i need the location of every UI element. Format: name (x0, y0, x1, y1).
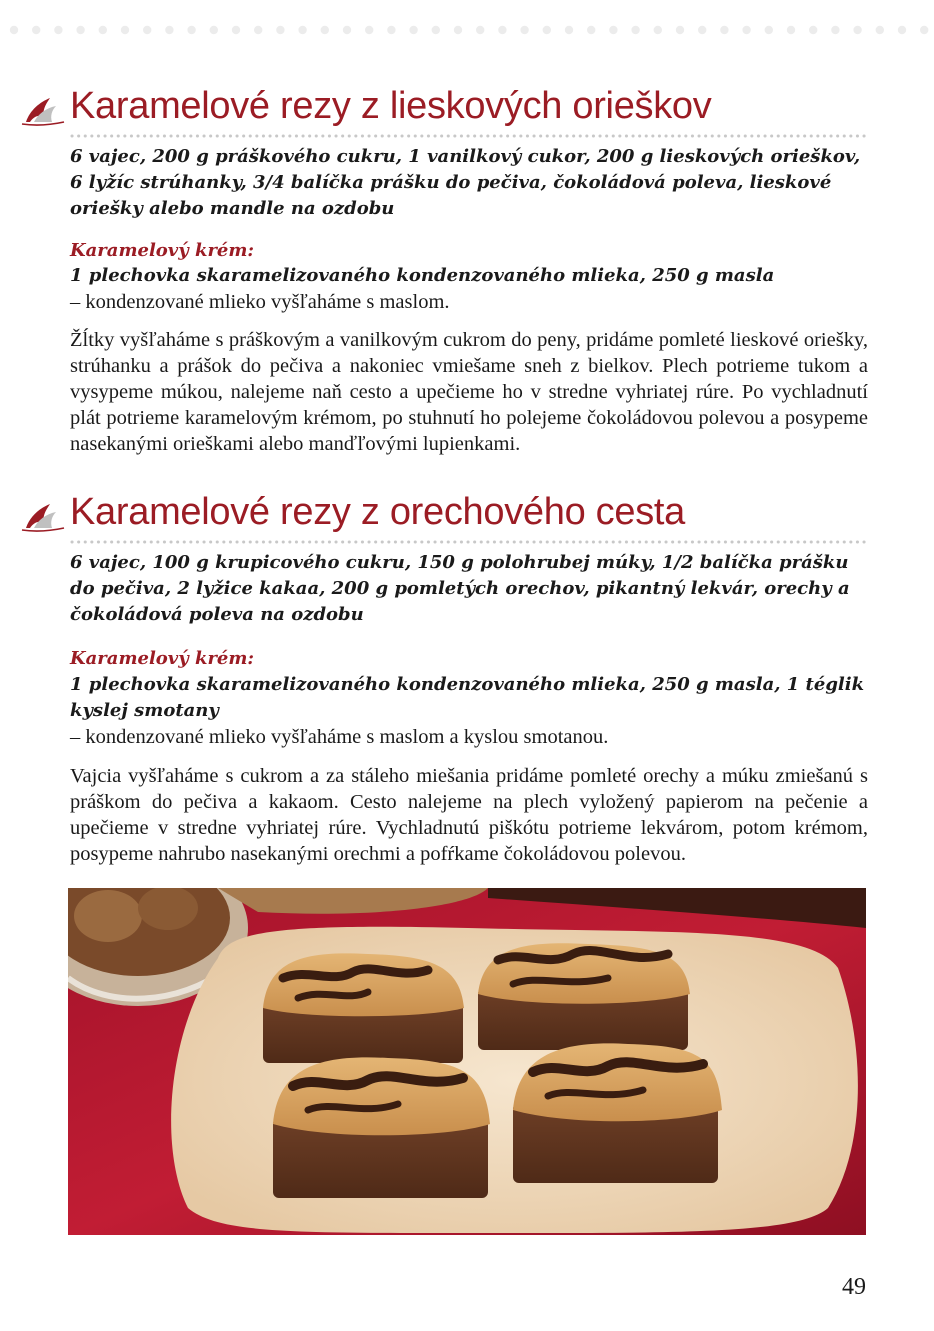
border-dot (409, 26, 417, 34)
border-dot (609, 26, 617, 34)
border-dot (387, 26, 395, 34)
title-dotted-rule (70, 540, 868, 544)
cake-bar (273, 1057, 490, 1198)
border-dot (587, 26, 595, 34)
border-dot (742, 26, 750, 34)
border-dot (54, 26, 62, 34)
cake-bar (478, 943, 690, 1050)
border-dot (676, 26, 684, 34)
border-dot (520, 26, 528, 34)
border-dot (143, 26, 151, 34)
border-dot (232, 26, 240, 34)
border-dot (565, 26, 573, 34)
border-dot (476, 26, 484, 34)
recipe-instructions: Vajcia vyšľaháme s cukrom a za stáleho miešania pridáme pomleté orechy a múku zmiešanú s práškom do pečiva a kakaom. Cesto nalejeme na plech vyložený papierom na pečenie a upečieme v stredne vyhriatej rúre. Vychladnutú piškótu potrieme lekvárom, potom krémom, posypeme nahrubo nasekanými orechmi a pofŕkame čokoládovou polevou. (70, 765, 868, 865)
border-dot (10, 26, 18, 34)
border-dot (654, 26, 662, 34)
cake-bar (263, 953, 464, 1063)
border-dot (254, 26, 262, 34)
caramel-bars-illustration (68, 888, 866, 1235)
border-dot (321, 26, 329, 34)
border-dot (99, 26, 107, 34)
recipe-instructions: Žĺtky vyšľaháme s práškovým a vanilkovým cukrom do peny, pridáme pomleté lieskové oriešky, strúhanku a prášok do pečiva a nakoniec vmiešame sneh z bielkov. Plech potrieme tukom a vysypeme múkou, nalejeme naň cesto a upečieme ho v stredne vyhriatej rúre. Po vychladnutí plát potrieme karamelovým krémom, po stuhnutí ho polejeme čokoládovou polevou a posypeme nasekanými orieškami alebo manďľovými lupienkami. (70, 329, 868, 455)
border-dot (165, 26, 173, 34)
cream-label: Karamelový krém: (70, 240, 255, 261)
border-dot (831, 26, 839, 34)
border-dot (121, 26, 129, 34)
border-dot (210, 26, 218, 34)
border-dot (498, 26, 506, 34)
border-dot (543, 26, 551, 34)
flourish-ornament-icon (20, 92, 66, 128)
border-dot (720, 26, 728, 34)
cream-note: – kondenzované mlieko vyšľaháme s maslom a kyslou smotanou. (70, 726, 609, 748)
border-dot (76, 26, 84, 34)
recipe-ingredients: 6 vajec, 200 g práškového cukru, 1 vanilkový cukor, 200 g lieskových orieškov, 6 lyžíc strúhanky, 3/4 balíčka prášku do pečiva, čokoládová poleva, lieskové oriešky alebo mandle na ozdobu (70, 146, 861, 219)
recipe-title: Karamelové rezy z lieskových orieškov (70, 85, 712, 127)
border-dot (365, 26, 373, 34)
border-dot (432, 26, 440, 34)
border-dot (276, 26, 284, 34)
border-dot (698, 26, 706, 34)
title-dotted-rule (70, 134, 868, 138)
cream-ingredients: 1 plechovka skaramelizovaného kondenzovaného mlieka, 250 g masla, 1 téglik kyslej smotany (70, 674, 865, 721)
border-dot (787, 26, 795, 34)
border-dot (898, 26, 906, 34)
border-dot (454, 26, 462, 34)
flourish-ornament-icon (20, 498, 66, 534)
recipe-title: Karamelové rezy z orechového cesta (70, 491, 686, 533)
cake-bar (513, 1043, 722, 1183)
border-dot (631, 26, 639, 34)
top-dot-border (0, 22, 934, 38)
border-dot (343, 26, 351, 34)
border-dot (809, 26, 817, 34)
border-dot (298, 26, 306, 34)
border-dot (853, 26, 861, 34)
cream-label: Karamelový krém: (70, 648, 255, 669)
recipe-ingredients: 6 vajec, 100 g krupicového cukru, 150 g polohrubej múky, 1/2 balíčka prášku do pečiva, 2 lyžice kakaa, 200 g pomletých orechov, pikantný lekvár, orechy a čokoládová poleva na ozdobu (70, 552, 850, 625)
border-dot (187, 26, 195, 34)
border-dot (920, 26, 928, 34)
cream-ingredients: 1 plechovka skaramelizovaného kondenzovaného mlieka, 250 g masla (70, 265, 775, 286)
border-dot (32, 26, 40, 34)
caramel-bars-photo (68, 888, 866, 1235)
border-dot (765, 26, 773, 34)
cream-note: – kondenzované mlieko vyšľaháme s maslom. (70, 291, 450, 313)
border-dot (876, 26, 884, 34)
page-number: 49 (842, 1274, 866, 1300)
